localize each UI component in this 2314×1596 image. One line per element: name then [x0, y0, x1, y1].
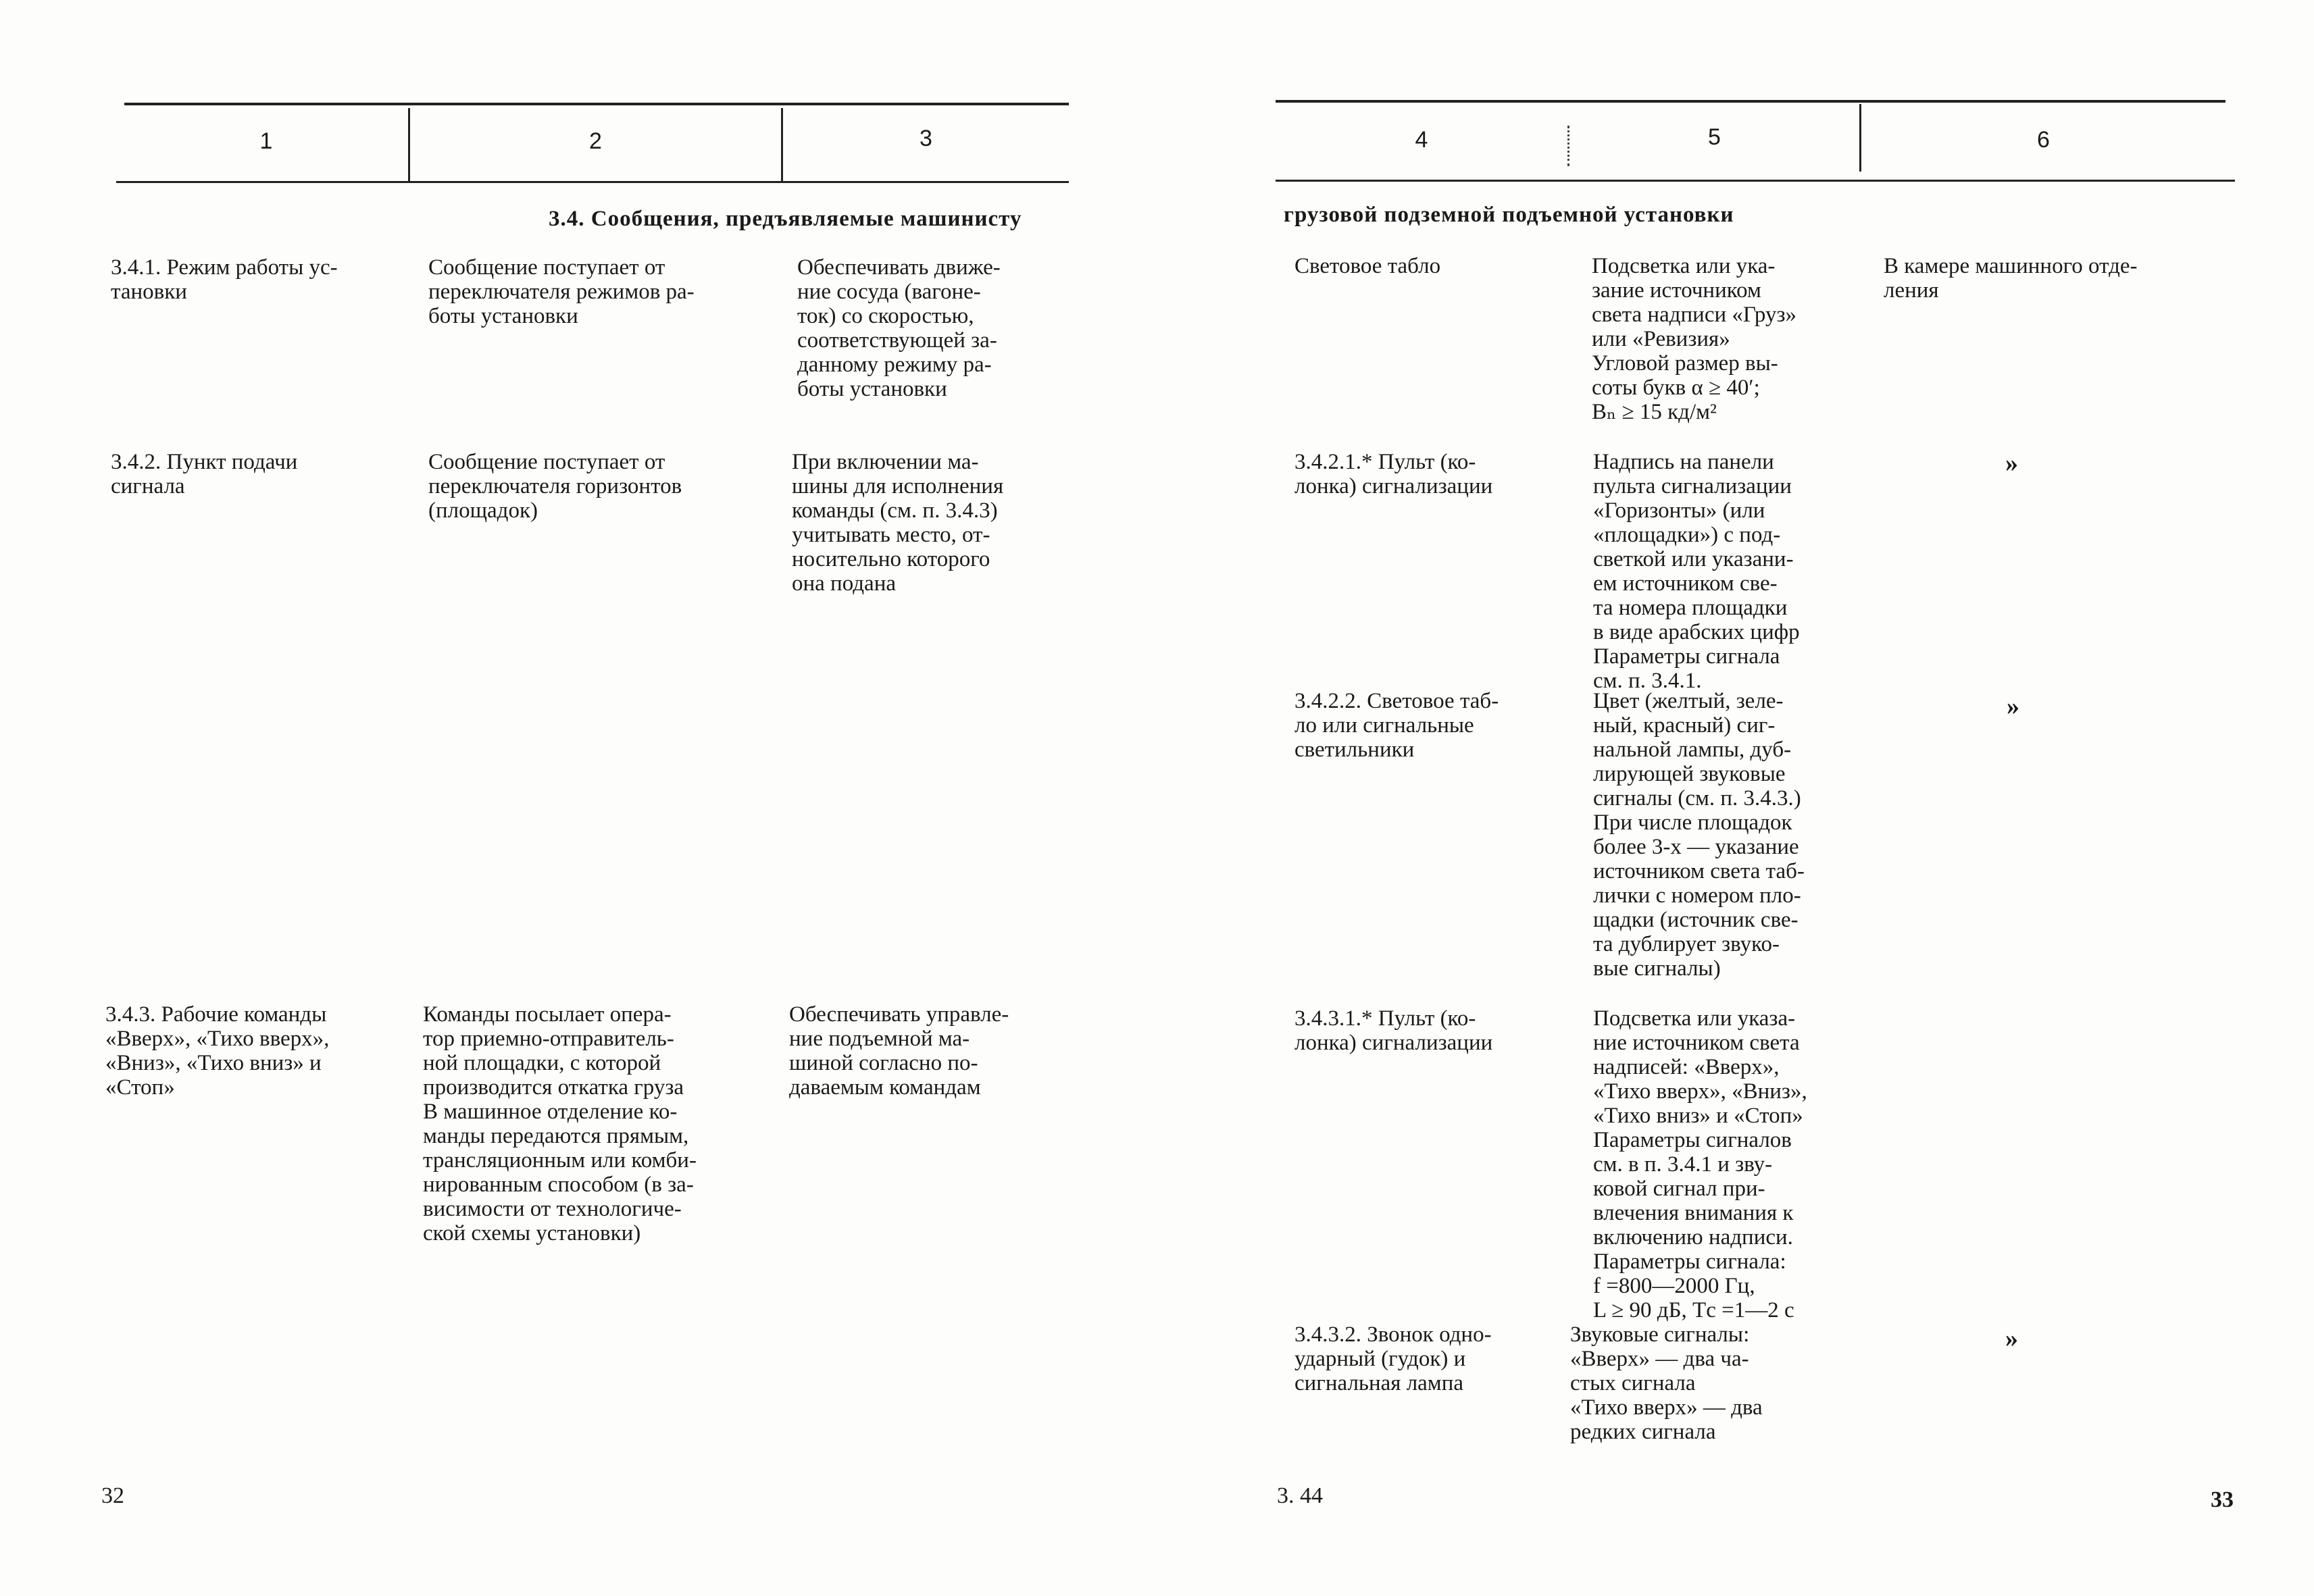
table-top-rule [1276, 100, 2225, 103]
table-cell-col5: Цвет (желтый, зеле- ный, красный) сиг- нальной лампы, дуб- лирующей звуковые сигналы (см. п. 3.4.3.) При числе площадок более 3-х — указание источником света таб- лички с номером пло- щадки (источник све- та дублирует звуко- вые сигналы) [1593, 689, 1805, 981]
table-cell-col2: Команды посылает опера- тор приемно-отправитель- ной площадки, с которой производится откатка груза В машинное отделение ко- манды передаются прямым, трансляционным или комби- нированным способом (в за- висимости от технологиче- ской схемы установки) [423, 1002, 697, 1245]
table-cell-col6: В камере машинного отде- ления [1884, 254, 2138, 303]
column-header-4: 4 [1415, 127, 1428, 153]
table-cell-col4: 3.4.3.2. Звонок одно- ударный (гудок) и сигнальная лампа [1294, 1322, 1492, 1395]
table-cell-col4: 3.4.3.1.* Пульт (ко- лонка) сигнализации [1294, 1006, 1493, 1055]
table-cell-col2: Сообщение поступает от переключателя горизонтов (площадок) [428, 450, 682, 523]
table-cell-col5: Подсветка или ука- зание источником света надписи «Груз» или «Ревизия» Угловой размер вы- соты букв α ≥ 40′; Bₙ ≥ 15 кд/м² [1592, 254, 1796, 424]
table-cell-col1: 3.4.2. Пункт подачи сигнала [111, 450, 298, 498]
footer-code: 3. 44 [1277, 1483, 1323, 1508]
table-cell-col1: 3.4.1. Режим работы ус- тановки [111, 255, 338, 304]
table-cell-col4: 3.4.2.1.* Пульт (ко- лонка) сигнализации [1294, 450, 1493, 498]
column-header-1: 1 [259, 128, 273, 154]
table-cell-col2: Сообщение поступает от переключателя режимов ра- боты установки [428, 255, 695, 328]
table-cell-col3: Обеспечивать движе- ние сосуда (вагоне- ток) со скоростью, соответствующей за- данному режиму ра- боты установки [797, 255, 1001, 401]
table-cell-col5: Подсветка или указа- ние источником света надписей: «Вверх», «Тихо вверх», «Вниз», «Тихо вниз» и «Стоп» Параметры сигналов см. в п. 3.4.1 и зву- ковой сигнал при- влечения внимания к включению надписи. Параметры сигнала: f =800—2000 Гц, L ≥ 90 дБ, Tс =1—2 с [1593, 1006, 1807, 1322]
table-top-rule [124, 103, 1069, 105]
page-number: 32 [101, 1483, 124, 1508]
table-cell-col4: 3.4.2.2. Световое таб- ло или сигнальные светильники [1294, 689, 1499, 762]
header-bottom-rule [116, 181, 1069, 183]
table-cell-col5: Надпись на панели пульта сигнализации «Горизонты» (или «площадки») с под- светкой или указани- ем источником све- та номера площадки в виде арабских цифр Параметры сигнала см. п. 3.4.1. [1593, 450, 1800, 693]
column-header-6: 6 [2037, 127, 2050, 153]
table-cell-col4: Световое табло [1294, 254, 1441, 278]
table-cell-col1: 3.4.3. Рабочие команды «Вверх», «Тихо вверх», «Вниз», «Тихо вниз» и «Стоп» [105, 1002, 330, 1100]
table-cell-col3: Обеспечивать управле- ние подъемной ма- шиной согласно по- даваемым командам [789, 1002, 1009, 1100]
column-header-5: 5 [1708, 124, 1721, 150]
header-bottom-rule [1276, 180, 2235, 182]
section-title: 3.4. Сообщения, предъявляемые машинисту [549, 207, 1022, 231]
right-page [1157, 0, 2314, 1596]
column-header-2: 2 [589, 128, 602, 154]
ditto-mark: » [2007, 692, 2019, 721]
table-cell-col3: При включении ма- шины для исполнения команды (см. п. 3.4.3) учитывать место, от- носительно которого она подана [792, 450, 1004, 596]
table-cell-col5: Звуковые сигналы: «Вверх» — два ча- стых сигнала «Тихо вверх» — два редких сигнала [1570, 1322, 1763, 1444]
column-header-3: 3 [920, 126, 932, 151]
page-number: 33 [2211, 1487, 2234, 1512]
ditto-mark: » [2005, 1324, 2018, 1353]
section-title-continued: грузовой подземной подъемной установки [1284, 203, 1734, 227]
ditto-mark: » [2005, 449, 2018, 478]
